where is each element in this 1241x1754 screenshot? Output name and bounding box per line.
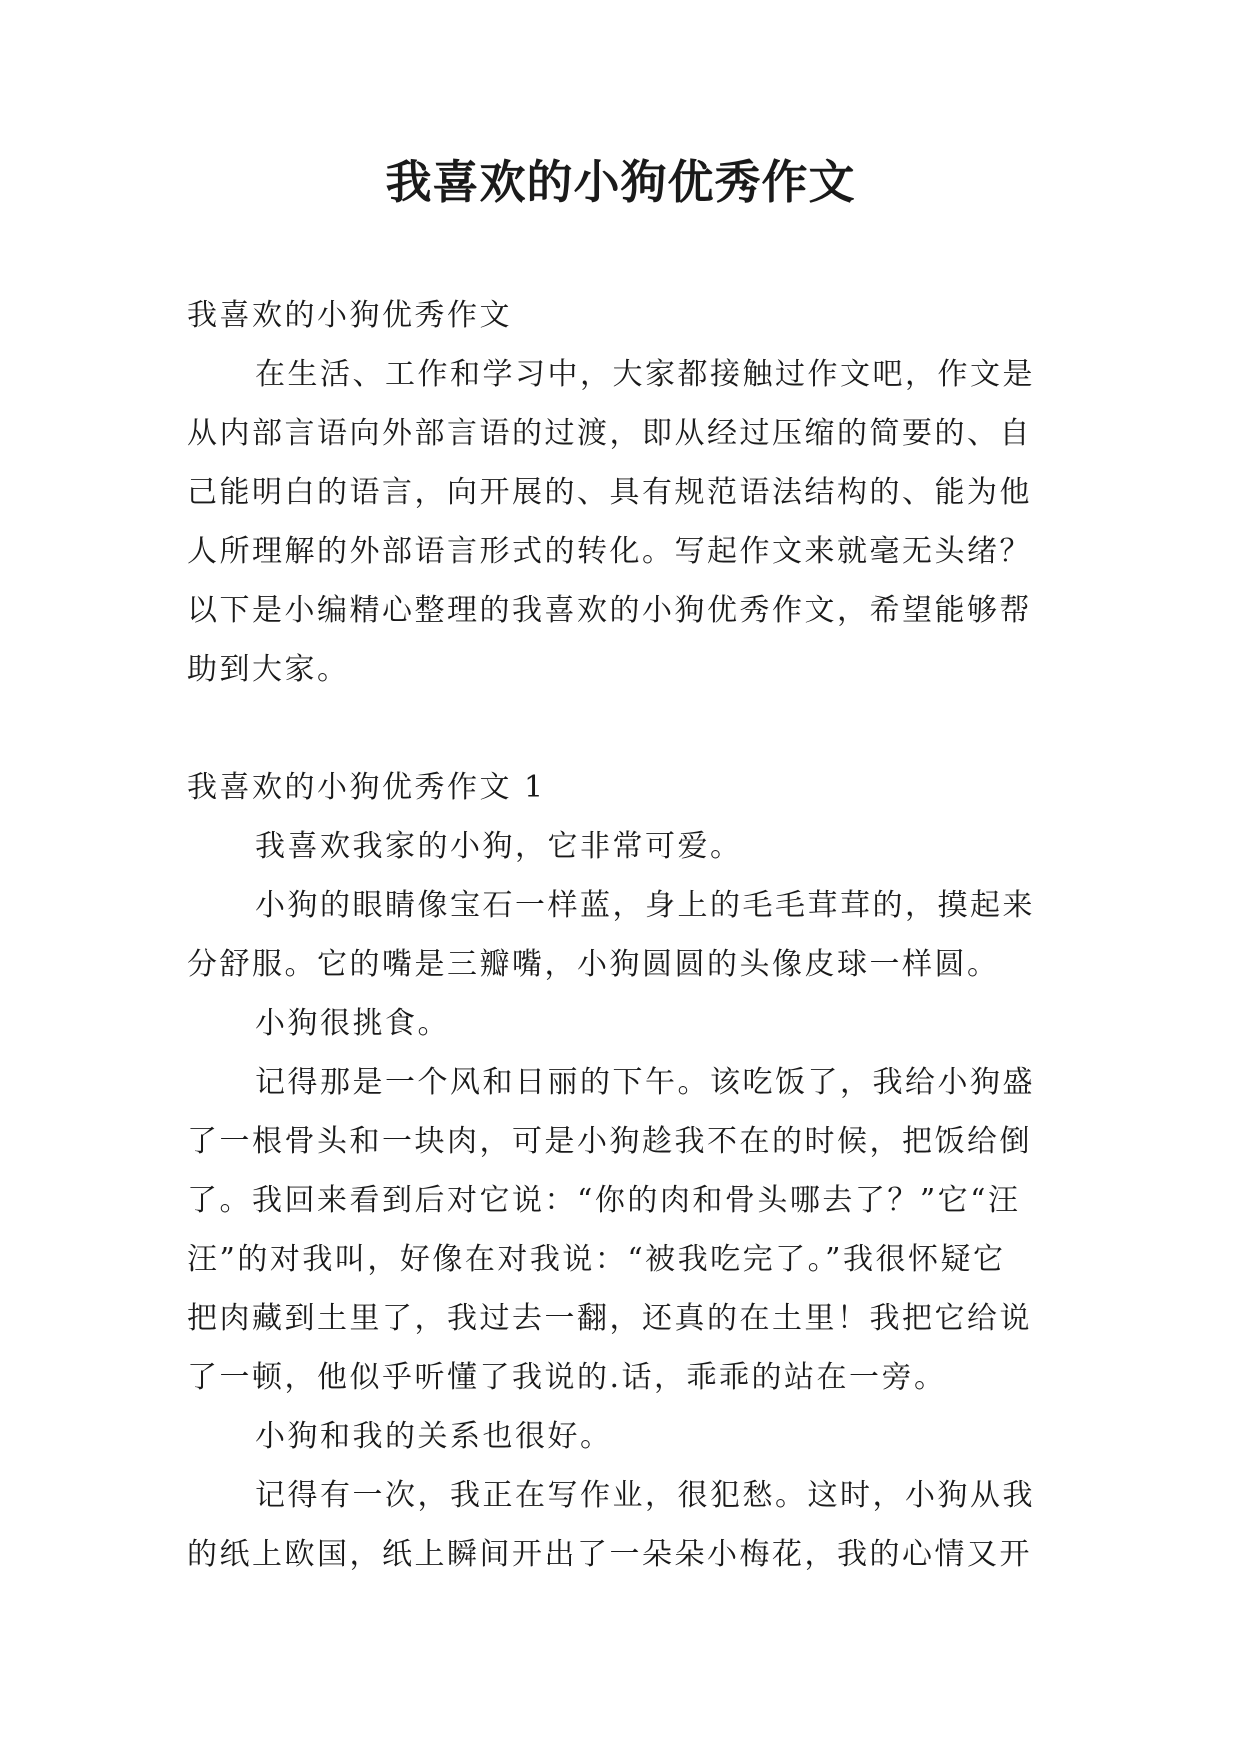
document-body [187,286,1087,1584]
essay-line: 把肉藏到土里了，我过去一翻，还真的在土里！我把它给说 [187,1301,1032,1336]
intro-line: 己能明白的语言，向开展的、具有规范语法结构的、能为他 [187,475,1032,510]
essay-line: 了一顿，他似乎听懂了我说的.话，乖乖的站在一旁。 [187,1360,947,1395]
intro-line: 从内部言语向外部言语的过渡，即从经过压缩的简要的、自 [187,416,1032,451]
intro-line: 人所理解的外部语言形式的转化。写起作文来就毫无头绪？ [187,534,1032,569]
essay-line: 记得那是一个风和日丽的下午。该吃饭了，我给小狗盛 [255,1065,1035,1100]
essay-line: 的纸上欧国，纸上瞬间开出了一朵朵小梅花，我的心情又开 [187,1537,1032,1572]
essay-line: 小狗和我的关系也很好。 [255,1419,613,1454]
essay-line: 小狗很挑食。 [255,1006,450,1041]
document-title: 我喜欢的小狗优秀作文 [385,155,856,209]
essay-line: 分舒服。它的嘴是三瓣嘴，小狗圆圆的头像皮球一样圆。 [187,947,1000,982]
intro-line: 以下是小编精心整理的我喜欢的小狗优秀作文，希望能够帮 [187,593,1032,628]
section-heading: 我喜欢的小狗优秀作文 [187,298,512,333]
intro-line: 在生活、工作和学习中，大家都接触过作文吧，作文是 [255,357,1035,392]
essay-line: 我喜欢我家的小狗，它非常可爱。 [255,829,743,864]
essay-line: 了。我回来看到后对它说：“你的肉和骨头哪去了？”它“汪 [187,1183,1021,1218]
section-heading: 我喜欢的小狗优秀作文 1 [187,770,546,805]
paragraph-gap [187,699,1087,758]
intro-line: 助到大家。 [187,652,350,687]
essay-line: 小狗的眼睛像宝石一样蓝，身上的毛毛茸茸的，摸起来 [255,888,1035,923]
essay-line: 汪”的对我叫，好像在对我说：“被我吃完了。”我很怀疑它 [187,1242,1006,1277]
essay-line: 了一根骨头和一块肉，可是小狗趁我不在的时候，把饭给倒 [187,1124,1032,1159]
essay-line: 记得有一次，我正在写作业，很犯愁。这时，小狗从我 [255,1478,1035,1513]
